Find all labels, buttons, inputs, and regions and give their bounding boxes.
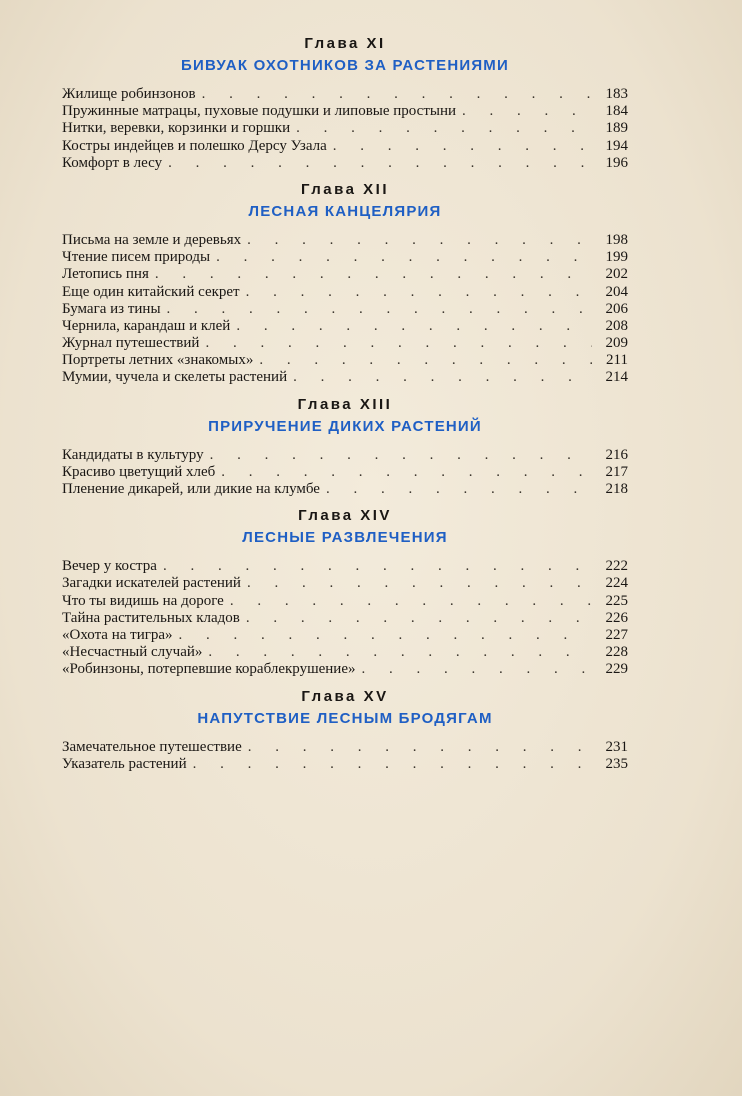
dot-leader xyxy=(208,644,592,661)
toc-page-number: 198 xyxy=(605,231,628,248)
toc-entry-title: Что ты видишь на дороге xyxy=(62,592,224,609)
dot-leader xyxy=(163,558,592,575)
toc-entry-title: Красиво цветущий хлеб xyxy=(62,463,216,480)
toc-entry-list xyxy=(62,739,628,773)
toc-entry-title: Еще один китайский секрет xyxy=(62,283,240,300)
dot-leader xyxy=(216,249,592,266)
dot-leader xyxy=(210,447,592,464)
table-of-contents xyxy=(62,34,628,781)
chapter-label: Глава XI xyxy=(304,35,386,52)
toc-page-number: 183 xyxy=(605,86,628,102)
toc-entry xyxy=(62,138,628,155)
dot-leader xyxy=(326,481,592,498)
toc-entry-title: Чернила, карандаш и клей xyxy=(62,317,231,334)
toc-page-number: 204 xyxy=(605,283,628,300)
toc-page-number: 227 xyxy=(605,626,628,643)
toc-page-number: 211 xyxy=(606,352,628,369)
toc-entry xyxy=(62,739,628,756)
toc-entry xyxy=(62,610,628,627)
toc-page-number: 229 xyxy=(605,661,628,678)
toc-entry-list xyxy=(62,232,628,387)
chapter-title: ЛЕСНАЯ КАНЦЕЛЯРИЯ xyxy=(248,202,442,220)
toc-entry-title: Тайна растительных кладов xyxy=(62,609,240,626)
toc-entry-title: Чтение писем природы xyxy=(62,249,211,266)
toc-entry-title: Жилище робинзонов xyxy=(62,86,196,102)
toc-entry xyxy=(62,756,628,773)
toc-entry xyxy=(62,103,628,120)
dot-leader xyxy=(333,138,592,155)
toc-entry-title: «Робинзоны, потерпевшие кораблекрушение» xyxy=(62,661,356,678)
dot-leader xyxy=(155,266,592,283)
toc-page-number: 225 xyxy=(605,592,628,609)
toc-entry xyxy=(62,661,628,678)
toc-entry-title: Журнал путешествий xyxy=(62,335,200,352)
toc-page-number: 206 xyxy=(605,300,628,317)
dot-leader xyxy=(167,301,592,318)
chapter-section xyxy=(62,180,628,387)
toc-entry-title: Костры индейцев и полешко Дерсу Узала xyxy=(62,137,327,154)
toc-page-number: 231 xyxy=(605,738,628,755)
toc-entry xyxy=(62,447,628,464)
toc-entry xyxy=(62,335,628,352)
toc-page-number: 235 xyxy=(605,755,628,772)
chapter-title: БИВУАК ОХОТНИКОВ ЗА РАСТЕНИЯМИ xyxy=(180,57,509,74)
toc-entry-list xyxy=(62,447,628,499)
chapter-label: Глава XV xyxy=(301,687,389,705)
dot-leader xyxy=(247,232,592,249)
toc-entry xyxy=(62,558,628,575)
toc-page-number: 214 xyxy=(605,369,628,386)
dot-leader xyxy=(259,352,592,369)
chapter-title: НАПУТСТВИЕ ЛЕСНЫМ БРОДЯГАМ xyxy=(197,709,493,727)
toc-entry xyxy=(62,352,628,369)
toc-page-number: 222 xyxy=(605,558,628,575)
toc-page-number: 199 xyxy=(605,249,628,266)
toc-entry-title: Вечер у костра xyxy=(62,558,157,575)
toc-entry-title: Мумии, чучела и скелеты растений xyxy=(62,369,288,386)
toc-page-number: 202 xyxy=(605,266,628,283)
toc-page-number: 184 xyxy=(605,103,628,120)
toc-entry-title: Загадки искателей растений xyxy=(62,575,241,592)
chapter-label: Глава XIV xyxy=(298,507,392,525)
toc-page-number: 228 xyxy=(605,644,628,661)
toc-page-number: 217 xyxy=(605,463,628,480)
toc-page-number: 216 xyxy=(605,446,628,463)
toc-entry xyxy=(62,266,628,283)
dot-leader xyxy=(246,610,592,627)
dot-leader xyxy=(179,627,592,644)
toc-entry-title: Пружинные матрацы, пуховые подушки и липовые простыни xyxy=(62,103,457,120)
toc-page-number: 189 xyxy=(605,120,628,137)
toc-entry xyxy=(62,644,628,661)
dot-leader xyxy=(246,284,592,301)
toc-entry xyxy=(62,464,628,481)
toc-entry xyxy=(62,232,628,249)
toc-entry xyxy=(62,481,628,498)
toc-entry-list xyxy=(62,558,628,678)
toc-entry-title: Указатель растений xyxy=(62,755,187,772)
dot-leader xyxy=(205,335,592,352)
chapter-section xyxy=(62,506,628,678)
chapter-title: ПРИРУЧЕНИЕ ДИКИХ РАСТЕНИЙ xyxy=(208,417,482,435)
toc-page-number: 194 xyxy=(605,137,628,154)
dot-leader xyxy=(230,593,592,610)
toc-entry-title: Портреты летних «знакомых» xyxy=(62,352,254,369)
toc-entry-title: Нитки, веревки, корзинки и горшки xyxy=(62,120,291,137)
toc-entry-list xyxy=(62,86,628,172)
chapter-section xyxy=(62,687,628,773)
dot-leader xyxy=(193,756,592,773)
toc-entry-title: Летопись пня xyxy=(62,266,149,283)
toc-entry xyxy=(62,318,628,335)
toc-entry xyxy=(62,593,628,610)
toc-entry-title: Кандидаты в культуру xyxy=(62,446,204,463)
toc-entry-title: «Охота на тигра» xyxy=(62,626,173,643)
toc-entry-title: Пленение дикарей, или дикие на клумбе xyxy=(62,481,320,497)
toc-page-number: 224 xyxy=(605,575,628,592)
toc-entry xyxy=(62,86,628,103)
toc-entry-title: Комфорт в лесу xyxy=(62,154,163,171)
dot-leader xyxy=(293,369,592,386)
chapter-section xyxy=(62,34,628,172)
dot-leader xyxy=(221,464,592,481)
chapter-label: Глава XIII xyxy=(297,395,393,413)
dot-leader xyxy=(248,739,592,756)
dot-leader xyxy=(247,575,592,592)
toc-entry xyxy=(62,575,628,592)
chapter-title: ЛЕСНЫЕ РАЗВЛЕЧЕНИЯ xyxy=(242,529,448,547)
dot-leader xyxy=(168,155,592,172)
dot-leader xyxy=(296,120,592,137)
toc-page-number: 218 xyxy=(605,481,628,497)
toc-entry xyxy=(62,301,628,318)
toc-page-number: 208 xyxy=(605,317,628,334)
toc-page-number: 209 xyxy=(605,335,628,352)
toc-entry-title: Замечательное путешествие xyxy=(62,738,242,755)
toc-entry xyxy=(62,120,628,137)
toc-entry xyxy=(62,155,628,172)
toc-entry xyxy=(62,369,628,386)
dot-leader xyxy=(462,103,592,120)
toc-entry-title: Письма на земле и деревьях xyxy=(62,231,242,248)
chapter-label: Глава XII xyxy=(300,180,389,198)
toc-entry xyxy=(62,249,628,266)
chapter-section xyxy=(62,395,628,499)
dot-leader xyxy=(202,86,592,103)
toc-page-number: 226 xyxy=(605,609,628,626)
toc-entry-title: «Несчастный случай» xyxy=(62,644,203,661)
dot-leader xyxy=(362,661,593,678)
toc-entry xyxy=(62,284,628,301)
toc-entry-title: Бумага из тины xyxy=(62,300,161,317)
toc-page-number: 196 xyxy=(605,154,628,171)
toc-entry xyxy=(62,627,628,644)
dot-leader xyxy=(236,318,592,335)
